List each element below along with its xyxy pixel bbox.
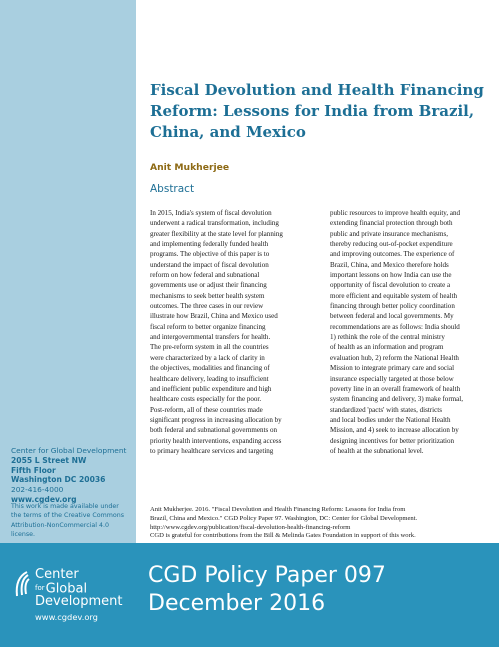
abstract-line: designing incentives for better prioritization xyxy=(330,436,455,445)
abstract-column-left xyxy=(150,208,314,456)
abstract-line: understand the impact of fiscal devolution xyxy=(150,260,269,269)
abstract-line: insurance especially targeted at those below xyxy=(330,374,454,383)
citation-line: Anit Mukherjee. 2016. "Fiscal Devolution and Health Financing Reform: Lessons for India from xyxy=(150,506,406,513)
logo-word: Global xyxy=(45,580,88,596)
abstract-line: of health as an information and program xyxy=(330,343,444,352)
abstract-line: system financing and delivery, 3) make formal, xyxy=(330,395,463,404)
abstract-line: were characterized by a lack of clarity in xyxy=(150,353,265,362)
license-line: the terms of the Creative Commons xyxy=(11,512,125,520)
street-address: 2055 L Street NW xyxy=(11,455,87,465)
citation-url[interactable]: http://www.cgdev.org/publication/fiscal-devolution-health-financing-reform xyxy=(150,524,351,532)
abstract-line: public and private insurance mechanisms, xyxy=(330,229,448,238)
abstract-line: poverty line in an overall framework of health xyxy=(330,384,461,393)
abstract-line: governments use or adjust their financing xyxy=(150,281,267,290)
abstract-line: thereby reducing out-of-pocket expenditure xyxy=(330,240,453,249)
abstract-line: evaluation hub, 2) reform the National Health xyxy=(330,353,459,362)
logo-line: Center xyxy=(35,567,79,582)
abstract-line: both federal and subnational governments on xyxy=(150,426,278,435)
acknowledgment: CGD is grateful for contributions from the Bill & Melinda Gates Foundation in support of this work. xyxy=(150,532,416,539)
series-number: CGD Policy Paper 097 xyxy=(148,563,386,588)
abstract-line: and implementing federally funded health xyxy=(150,240,269,249)
sidebar-panel xyxy=(0,0,136,543)
phone-number: 202-416-4000 xyxy=(11,485,64,495)
license-line: Attribution-NonCommercial 4.0 xyxy=(11,521,110,529)
abstract-line: to primary healthcare services and targeting xyxy=(150,446,274,455)
license-line: This work is made available under xyxy=(11,503,119,510)
abstract-line: Mission to integrate primary care and social xyxy=(330,364,455,373)
abstract-line: Mission, and 4) seek to increase allocation by xyxy=(330,426,459,435)
abstract-line: underwent a radical transformation, including xyxy=(150,219,279,228)
abstract-line: and improving outcomes. The experience of xyxy=(330,250,455,259)
org-name: Center for Global Development xyxy=(11,446,127,455)
cgd-logo xyxy=(12,568,130,640)
abstract-line: extending financial protection through both xyxy=(330,219,453,228)
abstract-line: the objectives, modalities and financing of xyxy=(150,364,270,373)
paper-title: Fiscal Devolution and Health Financing Reform: Lessons for India from Brazil, China, and Mexico xyxy=(150,81,484,141)
abstract-line: more efficient and equitable system of health xyxy=(330,291,458,300)
abstract-line: fiscal reform to better organize financing xyxy=(150,322,266,331)
city-address: Washington DC 20036 xyxy=(11,475,106,485)
abstract-line: healthcare costs especially for the poor. xyxy=(150,395,262,404)
abstract-line: important lessons on how India can use the xyxy=(330,271,452,280)
abstract-line: priority health interventions, expanding access xyxy=(150,436,282,445)
series-label xyxy=(148,562,386,618)
abstract-line: healthcare delivery, leading to insufficient xyxy=(150,374,269,383)
abstract-line: standardized 'pacts' with states, districts xyxy=(330,405,442,414)
abstract-line: In 2015, India's system of fiscal devolution xyxy=(150,209,272,217)
abstract-line: reform on how federal and subnational xyxy=(150,271,260,280)
author-name: Anit Mukherjee xyxy=(150,162,230,173)
abstract-line: outcomes. The three cases in our review xyxy=(150,302,264,311)
license-line: license. xyxy=(11,531,35,539)
series-date: December 2016 xyxy=(148,591,326,616)
abstract-line: recommendations are as follows: India should xyxy=(330,322,460,331)
abstract-line: significant progress in increasing allocation by xyxy=(150,415,282,424)
globe-arcs-icon xyxy=(12,570,30,598)
abstract-line: financing through better policy coordination xyxy=(330,302,455,311)
abstract-line: 1) rethink the role of the central ministry xyxy=(330,333,445,342)
citation xyxy=(150,505,494,532)
abstract-line: opportunity of fiscal devolution to create a xyxy=(330,281,451,290)
contact-address xyxy=(11,446,133,505)
logo-url[interactable]: www.cgdev.org xyxy=(35,612,98,622)
logo-line xyxy=(35,582,123,596)
abstract-heading: Abstract xyxy=(150,183,195,195)
citation-line: Brazil, China and Mexico." CGD Policy Paper 97. Washington, DC: Center for Global Development. xyxy=(150,515,418,523)
license-notice xyxy=(11,502,131,540)
abstract-line: and local bodies under the National Health xyxy=(330,415,451,424)
logo-line: Development xyxy=(35,594,123,610)
logo-small-word: for xyxy=(35,583,45,592)
abstract-line: between federal and local governments. My xyxy=(330,312,454,321)
abstract-line: public resources to improve health equity, and xyxy=(330,209,461,217)
website-link[interactable]: www.cgdev.org xyxy=(11,494,77,504)
floor-address: Fifth Floor xyxy=(11,465,56,475)
abstract-line: of health at the subnational level. xyxy=(330,446,424,455)
abstract-line: Brazil, China, and Mexico therefore holds xyxy=(330,260,449,269)
abstract-line: illustrate how Brazil, China and Mexico used xyxy=(150,312,278,321)
abstract-line: Post-reform, all of these countries made xyxy=(150,405,263,414)
abstract-line: programs. The objective of this paper is to xyxy=(150,250,270,259)
logo-wordmark xyxy=(35,568,123,609)
abstract-line: mechanisms to seek better health system xyxy=(150,291,265,300)
abstract-line: and inefficient public expenditure and high xyxy=(150,384,272,393)
abstract-line: The pre-reform system in all the countries xyxy=(150,343,269,352)
abstract-line: and intergovernmental transfers for health. xyxy=(150,333,271,342)
abstract-line: greater flexibility at the state level for planning xyxy=(150,229,283,238)
abstract-column-right xyxy=(330,208,494,456)
